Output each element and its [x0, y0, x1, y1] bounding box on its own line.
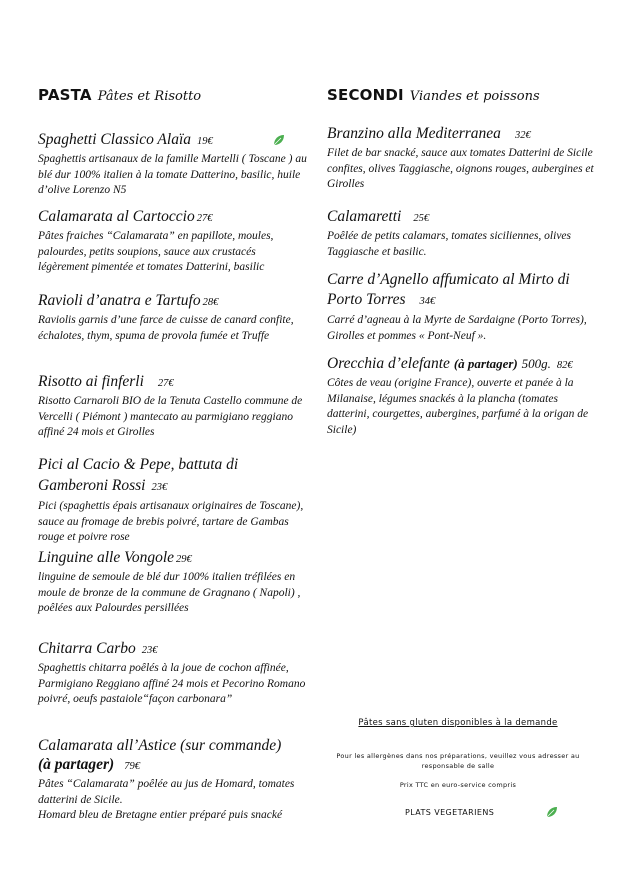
dish-carre-agnello — [327, 270, 597, 344]
dish-description: Carré d’agneau à la Myrte de Sardaigne (Porto Torres), Girolles et pommes « Pont-Neuf ». — [327, 314, 587, 342]
leaf-icon — [546, 806, 558, 818]
section-subtitle: Pâtes et Risotto — [97, 89, 202, 104]
section-title: PASTA — [38, 86, 92, 104]
gluten-free-note: Pâtes sans gluten disponibles à la demande — [358, 718, 558, 728]
price-note: Prix TTC en euro-service compris — [399, 781, 517, 789]
dish-description: Raviolis garnis d’une farce de cuisse de canard confite, échalotes, thym, spuma de provola fumée et Truffe — [38, 314, 294, 342]
dish-weight: 500g. — [521, 356, 551, 371]
dish-price: 27€ — [157, 378, 174, 389]
dish-description: Pâtes “Calamarata” poêlée au jus de Homard, tomates datterini de Sicile. — [38, 778, 295, 806]
dish-description-extra: Homard bleu de Bretagne entier préparé puis snacké — [38, 809, 283, 821]
share-label: (à partager) — [38, 756, 115, 773]
pasta-section — [38, 86, 308, 821]
dish-name: Carre d’Agnello affumicato al Mirto di Porto Torres — [327, 271, 570, 308]
dish-pici-cacio-pepe — [38, 454, 308, 546]
dish-name: Ravioli d’anatra e Tartufo — [38, 292, 201, 309]
dish-description: Spaghettis artisanaux de la famille Martelli ( Toscane ) au blé dur 100% italien à la tomate Datterino, basilic, huile d’olive Lorenzo N5 — [38, 153, 307, 196]
dish-name: Calamarata all’Astice (sur commande) — [38, 737, 282, 754]
share-label: (à partager) — [453, 356, 518, 371]
dish-name: Risotto ai finferli — [38, 373, 144, 390]
dish-linguine-vongole — [38, 548, 308, 617]
dish-name: Linguine alle Vongole — [38, 549, 175, 566]
dish-name: Calamaretti — [327, 208, 402, 225]
dish-price: 82€ — [556, 360, 573, 371]
dish-description: Pici (spaghettis épais artisanaux originaires de Toscane), sauce au fromage de brebis poivré, tartare de Gambas rouge et poivre rose — [38, 500, 304, 543]
dish-name: Branzino alla Mediterranea — [327, 125, 501, 142]
dish-price: 23€ — [151, 482, 168, 493]
dish-price: 28€ — [202, 297, 219, 308]
dish-spaghetti-classico — [38, 130, 308, 199]
secondi-section — [327, 86, 597, 436]
section-subtitle: Viandes et poissons — [409, 89, 540, 104]
dish-name: Pici al Cacio & Pepe, battuta di Gamberoni Rossi — [38, 456, 239, 494]
dish-description: Filet de bar snacké, sauce aux tomates Datterini de Sicile confites, olives Taggiasche, oignons rouges, aubergines et Girolles — [327, 147, 594, 190]
dish-name: Chitarra Carbo — [38, 640, 136, 657]
dish-risotto-finferli — [38, 372, 308, 441]
dish-orecchia-elefante — [327, 354, 597, 438]
dish-chitarra-carbo — [38, 639, 308, 708]
dish-description: Pâtes fraiches “Calamarata” en papillote, moules, palourdes, petits soupions, sauce aux crustacés légèrement pimentée et tomates Datterini, basilic — [38, 230, 274, 273]
dish-price: 34€ — [419, 296, 436, 307]
dish-description: Poêlée de petits calamars, tomates siciliennes, olives Taggiasche et basilic. — [327, 230, 571, 258]
dish-description: linguine de semoule de blé dur 100% italien tréfilées en moule de bronze de la commune de Gragnano ( Napoli) , poêlées aux Palourdes persillées — [38, 571, 301, 614]
dish-branzino — [327, 124, 597, 193]
dish-price: 19€ — [197, 136, 213, 147]
allergen-note: Pour les allergènes dans nos préparations, veuillez vous adresser au responsable de salle — [336, 752, 580, 770]
dish-price: 29€ — [176, 554, 192, 565]
dish-calamarata-cartoccio — [38, 207, 308, 276]
leaf-icon — [273, 134, 285, 146]
dish-ravioli-anatra — [38, 291, 308, 344]
dish-name: Calamarata al Cartoccio — [38, 208, 195, 225]
dish-description: Spaghettis chitarra poêlés à la joue de cochon affinée, Parmigiano Reggiano affiné 24 mois et Pecorino Romano poivré, oeufs pastaiole“façon carbonara” — [38, 662, 306, 705]
dish-price: 27€ — [196, 213, 213, 224]
pasta-header — [38, 86, 308, 112]
dish-description: Côtes de veau (origine France), ouverte et panée à la Milanaise, légumes snackés à la plancha (tomates datterini, courgettes, aubergines, parfumé à la origan de Sicile) — [327, 377, 589, 436]
secondi-header — [327, 86, 597, 112]
section-title: SECONDI — [327, 86, 404, 104]
dish-calamarata-astice — [38, 736, 308, 824]
dish-name: Spaghetti Classico Alaïa — [38, 131, 191, 148]
dish-name: Orecchia d’elefante — [327, 355, 450, 372]
vegetarian-label: PLATS VEGETARIENS — [405, 808, 495, 817]
dish-price: 23€ — [141, 645, 158, 656]
dish-price: 25€ — [413, 213, 430, 224]
dish-calamaretti — [327, 207, 597, 260]
dish-price: 79€ — [124, 761, 140, 772]
dish-price: 32€ — [514, 130, 531, 141]
dish-description: Risotto Carnaroli BIO de la Tenuta Castello commune de Vercelli ( Piémont ) mantecato au parmigiano reggiano affiné 24 mois et Girolles — [38, 395, 303, 438]
